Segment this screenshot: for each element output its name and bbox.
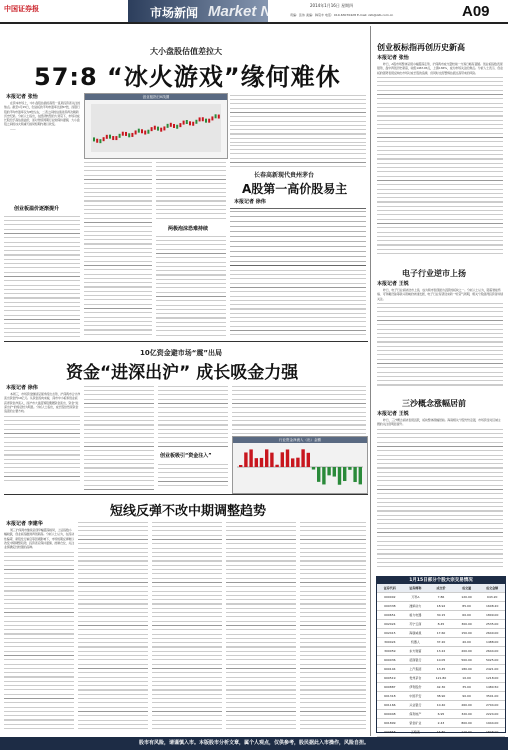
- right-body-2: [377, 288, 503, 388]
- flow-bar: [353, 467, 356, 482]
- candle-mark: [215, 114, 217, 118]
- lead-body-col2: [84, 160, 152, 338]
- flow-bar: [343, 467, 346, 481]
- table-header-row: [377, 584, 505, 593]
- table-cell: 1608.20: [485, 604, 499, 608]
- table-cell: 300.00: [461, 622, 472, 626]
- candle-mark: [202, 117, 204, 121]
- table-header-cell: 证券简称: [409, 586, 422, 590]
- table-cell: 800.00: [461, 721, 472, 725]
- bottom-body-col2: [78, 520, 148, 732]
- lead-kicker: 大小盘股估值差拉大: [150, 47, 222, 56]
- table-cell: 35.00: [462, 685, 471, 689]
- candle-mark: [138, 129, 140, 133]
- table-cell: 500.00: [461, 658, 472, 662]
- lead-headline: 57:8 “冰火游戏”缘何难休: [34, 63, 341, 91]
- flow-bar: [286, 449, 289, 467]
- table-cell: 16.80: [436, 730, 446, 734]
- right-body-2-text: 昨日，电子行业板块逆市上扬，成为两市表现最为活跃的板块之一。分析人士认为，随着智能终端、可穿戴设备等新兴领域的快速发展，电子行业有望迎来新一轮景气周期，相关个股值得投资者持续关注。: [377, 288, 503, 301]
- table-cell: 601318: [384, 694, 396, 698]
- page-number: A09: [462, 3, 490, 20]
- table-cell: 格力电器: [409, 613, 422, 617]
- table-cell: 贵州茅台: [409, 676, 422, 680]
- table-cell: 苏宁云商: [409, 622, 422, 626]
- candle-mark: [211, 116, 213, 120]
- masthead: [0, 0, 508, 24]
- table-cell: 2421.00: [485, 667, 499, 671]
- right-byline-3: 本报记者 王锐: [377, 411, 409, 417]
- flow-bar: [359, 467, 362, 484]
- table-row: [377, 611, 505, 620]
- table-cell: 600104: [384, 667, 396, 671]
- table-header-cell: 成交量: [462, 586, 472, 590]
- table-cell: 000858: [384, 730, 396, 734]
- candle-mark: [141, 129, 143, 133]
- mid-body-col3: [158, 384, 228, 448]
- section-title-cn: 市场新闻: [150, 6, 199, 20]
- table-cell: 110.00: [461, 730, 472, 734]
- mid-body-col1: [4, 392, 80, 490]
- table-cell: 13.22: [436, 649, 446, 653]
- table-cell: 1809.00: [485, 613, 499, 617]
- table-cell: 601899: [384, 721, 396, 725]
- table-cell: 2.43: [437, 721, 445, 725]
- table-cell: 10.00: [462, 676, 471, 680]
- table-cell: 30.15: [436, 613, 446, 617]
- table-cell: 38.90: [436, 694, 446, 698]
- block-trade-table: [376, 576, 506, 733]
- candle-mark: [205, 119, 207, 123]
- flow-bar: [296, 458, 299, 467]
- flow-bar: [322, 467, 325, 484]
- date-line: 2014年1月16日 星期四: [310, 3, 354, 8]
- candle-mark: [170, 123, 172, 127]
- table-cell: 000002: [384, 595, 396, 599]
- table-header-cell: 证券代码: [383, 586, 396, 590]
- candle-mark: [96, 139, 98, 143]
- table-cell: 海康威视: [409, 631, 422, 635]
- bottom-body-text: 周三沪深两市继续呈现窄幅震荡格局，上证指数小幅收跌，创业板指数则再创新高。分析人士认为，在流动性偏紧、新股发行重启等因素影响下，市场短期反弹难以改变中期调整趋势，投资者应保持谨慎，控制仓位，关注业绩确定性较强的品种。: [4, 528, 74, 550]
- table-title: 1月15日部分个股大宗交易情况: [377, 577, 505, 584]
- table-cell: 10.40: [436, 703, 446, 707]
- right-body-3: [377, 418, 503, 568]
- table-cell: 万科A: [411, 595, 420, 599]
- table-cell: 600519: [384, 676, 396, 680]
- table-cell: 002415: [384, 631, 396, 635]
- table-cell: 中国平安: [409, 694, 422, 698]
- candle-mark: [176, 125, 178, 129]
- lead-body-col1: 在资本市场上，中小盘股估值的高低一直是投资者关注的焦点。截至1月15日，创业板的平均市盈率达到57倍，而银行股的平均市盈率仅为8倍左右，二者之间的估值差异再次刷新历史纪录。分析人士指出，在经济转型的大背景下，市场对成长股给予高估值溢价，而对传统周期行业则保持谨慎，大小盘股之间的冰火两重天格局短期内难以改变。 ——: [4, 101, 80, 132]
- flow-bar: [244, 452, 247, 467]
- table-cell: 42.30: [436, 685, 446, 689]
- table-row: [377, 620, 505, 629]
- lead-subhead-2: 两极泡沫恐难持续: [168, 226, 209, 232]
- table-cell: 40.00: [462, 640, 471, 644]
- flow-bar: [260, 458, 263, 467]
- flow-bar: [338, 467, 341, 485]
- table-row: [377, 629, 505, 638]
- candle-mark: [119, 134, 121, 138]
- flow-bar: [317, 467, 320, 482]
- lead-body-text: 在资本市场上，中小盘股估值的高低一直是投资者关注的焦点。截至1月15日，创业板的平均市盈率达到57倍，而银行股的平均市盈率仅为8倍左右，二者之间的估值差异再次刷新历史纪录。分析人士指出，在经济转型的大背景下，市场对成长股给予高估值溢价，而对传统周期行业则保持谨慎，大小盘股之间的冰火两重天格局短期内难以改变。: [4, 101, 80, 127]
- editors-line: 责编：张伟 美编：韩景丰 电话：010-63070428 E-mail: zzb@zzb.com.cn: [290, 13, 394, 17]
- mid-chart-plot: [233, 443, 367, 493]
- mid-headline: 资金“进深出沪” 成长吸金力强: [66, 363, 299, 383]
- flow-bar: [312, 467, 315, 470]
- flow-bar: [249, 449, 252, 467]
- table-cell: 180.00: [461, 667, 472, 671]
- flow-bar: [275, 465, 278, 467]
- table-body: [377, 584, 505, 737]
- flow-bar: [270, 453, 273, 467]
- table-row: [377, 638, 505, 647]
- flow-bar: [327, 467, 330, 475]
- lead2-byline: 本报记者 徐伟: [234, 199, 266, 205]
- table-cell: 1944.00: [485, 721, 499, 725]
- right-body-1-text: 昨日，A股市场整体呈现小幅震荡走势，沪深两市成交量较前一交易日略有萎缩。创业板指数表现强势，盘中再创历史新高，收报1467.45点，上涨0.84%，成为市场关注的焦点。分析人士表示，创业板的强势表现反映出市场对成长股的追捧，但同时也需警惕估值过高带来的风险。: [377, 62, 503, 75]
- right-body-1: [377, 62, 503, 258]
- lead2-body: [230, 268, 366, 338]
- table-header-cell: 成交金额: [486, 586, 499, 590]
- candle-mark: [131, 133, 133, 137]
- candle-mark: [151, 127, 153, 131]
- lead-subhead-1: 创业板溢价逐渐提升: [14, 206, 60, 212]
- table-cell: 1848.00: [485, 730, 499, 734]
- table-cell: 000651: [384, 613, 396, 617]
- lead-chart: [84, 93, 228, 159]
- candle-mark: [173, 124, 175, 128]
- mid-chart-title: 行业资金净流入（出）金额: [233, 437, 367, 443]
- candle-mark: [154, 126, 156, 130]
- candle-mark: [135, 130, 137, 134]
- table-cell: 601166: [384, 703, 396, 707]
- table-cell: 150.00: [461, 631, 472, 635]
- section-title-en: Market News: [208, 3, 300, 20]
- candle-mark: [115, 136, 117, 140]
- lead-byline: 本报记者 张怡: [6, 94, 38, 100]
- candle-mark: [160, 128, 162, 132]
- right-title-1: 创业板标指再创历史新高: [377, 43, 465, 52]
- mid-chart: [232, 436, 368, 494]
- candle-mark: [144, 131, 146, 135]
- table-cell: 潍柴动力: [409, 604, 422, 608]
- bottom-byline: 本报记者 李建华: [6, 521, 43, 527]
- table-cell: 兴业银行: [409, 703, 422, 707]
- flow-bar: [333, 467, 336, 477]
- candle-mark: [192, 122, 194, 126]
- table-cell: 7.86: [437, 595, 445, 599]
- table-cell: 320.00: [461, 712, 472, 716]
- candle-mark: [109, 135, 111, 139]
- flow-bar: [255, 458, 258, 467]
- lead-chart-plot: [85, 100, 227, 158]
- lead-chart-title: 创业板指日K线图: [85, 94, 227, 100]
- bottom-headline: 短线反弹不改中期调整趋势: [110, 504, 267, 519]
- candle-mark: [167, 124, 169, 128]
- table-cell: 5025.00: [485, 658, 499, 662]
- table-cell: 300024: [384, 640, 396, 644]
- candle-mark: [183, 121, 185, 125]
- table-cell: 2224.00: [485, 712, 499, 716]
- table-cell: 紫金矿业: [409, 721, 422, 725]
- table-cell: 机器人: [410, 640, 420, 644]
- table-cell: 943.20: [486, 595, 498, 599]
- table-row: [377, 647, 505, 656]
- table-cell: 8.45: [437, 622, 445, 626]
- table-cell: 37.20: [436, 640, 446, 644]
- table-cell: 伊利股份: [409, 685, 422, 689]
- lead2-top-col: [230, 143, 366, 167]
- bottom-body-col1: [4, 528, 74, 732]
- candle-mark: [189, 121, 191, 125]
- candle-mark: [99, 139, 101, 143]
- table-cell: 121.80: [435, 676, 447, 680]
- table-cell: 60.00: [462, 613, 471, 617]
- candle-mark: [195, 120, 197, 124]
- table-cell: 10.05: [436, 658, 446, 662]
- candle-mark: [93, 137, 95, 141]
- mid-byline: 本报记者 徐伟: [6, 385, 38, 391]
- table-cell: 13.45: [436, 667, 446, 671]
- table-cell: 2535.00: [485, 622, 499, 626]
- table-cell: 2644.00: [485, 649, 499, 653]
- table-row: [377, 719, 505, 728]
- right-byline-2: 本报记者 王锐: [377, 281, 409, 287]
- candle-mark: [106, 135, 108, 139]
- table-row: [377, 683, 505, 692]
- table-row: [377, 593, 505, 602]
- table-row: [377, 728, 505, 737]
- mid-body-text: 本周三，市场资金继续呈现净流出态势，沪深两市合计净流出资金约10亿元。从资金流向来看，深市中小板和创业板获得资金净流入，而沪市大盘蓝筹股遭遇资金流出，资金“进深出沪”的特征较为明显。分析人士指出，成长股依然是资金追逐的主要方向。: [4, 392, 80, 414]
- flow-bar: [239, 465, 242, 467]
- right-title-3: 三沙概念涨幅居前: [402, 399, 466, 408]
- table-cell: 3501.00: [485, 694, 499, 698]
- table-row: [377, 710, 505, 719]
- table-cell: 1218.00: [485, 676, 499, 680]
- table-cell: 600036: [384, 658, 396, 662]
- flow-bar: [301, 449, 304, 467]
- table-cell: 600887: [384, 685, 396, 689]
- table-cell: 五粮液: [410, 730, 420, 734]
- candle-mark: [122, 132, 124, 136]
- bottom-body-col3: [152, 520, 222, 732]
- mid-body-col2: [84, 384, 154, 490]
- table-cell: 1480.50: [485, 685, 499, 689]
- table-row: [377, 602, 505, 611]
- mid-body-col4: [232, 384, 366, 434]
- table-row: [377, 656, 505, 665]
- right-byline-1: 本报记者 张怡: [377, 55, 409, 61]
- bottom-body-col4: [226, 520, 296, 732]
- paper-name: 中国证券报: [4, 4, 39, 13]
- table-header-cell: 成交价: [436, 586, 446, 590]
- table-cell: 600048: [384, 712, 396, 716]
- table-row: [377, 701, 505, 710]
- column-divider-right: [370, 26, 371, 736]
- table-row: [377, 674, 505, 683]
- lead2-intro: [230, 93, 366, 143]
- table-cell: 120.00: [461, 595, 472, 599]
- table-cell: 2704.00: [485, 703, 499, 707]
- candle-mark: [179, 123, 181, 127]
- lead-body-col3b: [156, 234, 226, 338]
- section-rule-mid: [4, 341, 368, 342]
- table-cell: 90.00: [462, 694, 471, 698]
- candle-mark: [125, 132, 127, 136]
- table-cell: 2640.00: [485, 631, 499, 635]
- lead2-quote-box: [230, 208, 366, 266]
- candle-mark: [112, 136, 114, 140]
- right-title-2: 电子行业逆市上扬: [402, 269, 466, 278]
- flow-bar: [348, 467, 351, 470]
- candle-mark: [103, 137, 105, 141]
- mid-body-col3b: [158, 462, 228, 490]
- table-cell: 东方财富: [409, 649, 422, 653]
- lead2-kicker: 长春高新现代贵州茅台: [254, 172, 315, 179]
- candle-mark: [163, 126, 165, 130]
- table-cell: 上汽集团: [409, 667, 422, 671]
- table-row: [377, 692, 505, 701]
- table-cell: 保利地产: [409, 712, 422, 716]
- table-cell: 1488.00: [485, 640, 499, 644]
- candle-mark: [186, 120, 188, 124]
- section-rule-bottom: [4, 494, 368, 495]
- table-cell: 85.00: [462, 604, 471, 608]
- flow-bar: [265, 449, 268, 467]
- table-cell: 300059: [384, 649, 396, 653]
- table-cell: 招商银行: [409, 658, 422, 662]
- table-row: [377, 665, 505, 674]
- candle-mark: [157, 127, 159, 131]
- table-cell: 000338: [384, 604, 396, 608]
- lead2-headline: A股第一高价股易主: [242, 182, 348, 196]
- table-cell: 200.00: [461, 649, 472, 653]
- table-cell: 17.60: [436, 631, 446, 635]
- bottom-body-col5: [300, 520, 366, 732]
- table-cell: 18.92: [436, 604, 446, 608]
- table-cell: 260.00: [461, 703, 472, 707]
- footer-bar: [0, 737, 508, 750]
- table-cell: 002024: [384, 622, 396, 626]
- flow-bar: [281, 452, 284, 467]
- lead-body-col3: [156, 160, 226, 222]
- flow-bar: [307, 453, 310, 467]
- candle-mark: [147, 130, 149, 134]
- flow-bar: [291, 458, 294, 467]
- footer-disclaimer: 股市有风险，请谨慎入市。本版股市分析文章，属个人观点，仅供参考，股民据此入市操作，风险自担。: [138, 740, 369, 746]
- candle-mark: [218, 115, 220, 119]
- candle-mark: [128, 133, 130, 137]
- candle-mark: [208, 119, 210, 123]
- mid-kicker: 10亿资金避市场“震”出局: [140, 349, 222, 357]
- candle-mark: [199, 117, 201, 121]
- lead-body-col1b: [4, 214, 80, 338]
- right-body-3-text: 昨日，三沙概念板块表现活跃，板块整体涨幅居前。海南相关个股纷纷走强，市场资金对区域主题的关注度明显提升。: [377, 418, 501, 427]
- table-cell: 6.95: [437, 712, 445, 716]
- mid-subhead: 创业板吸引“资金注入”: [160, 453, 212, 459]
